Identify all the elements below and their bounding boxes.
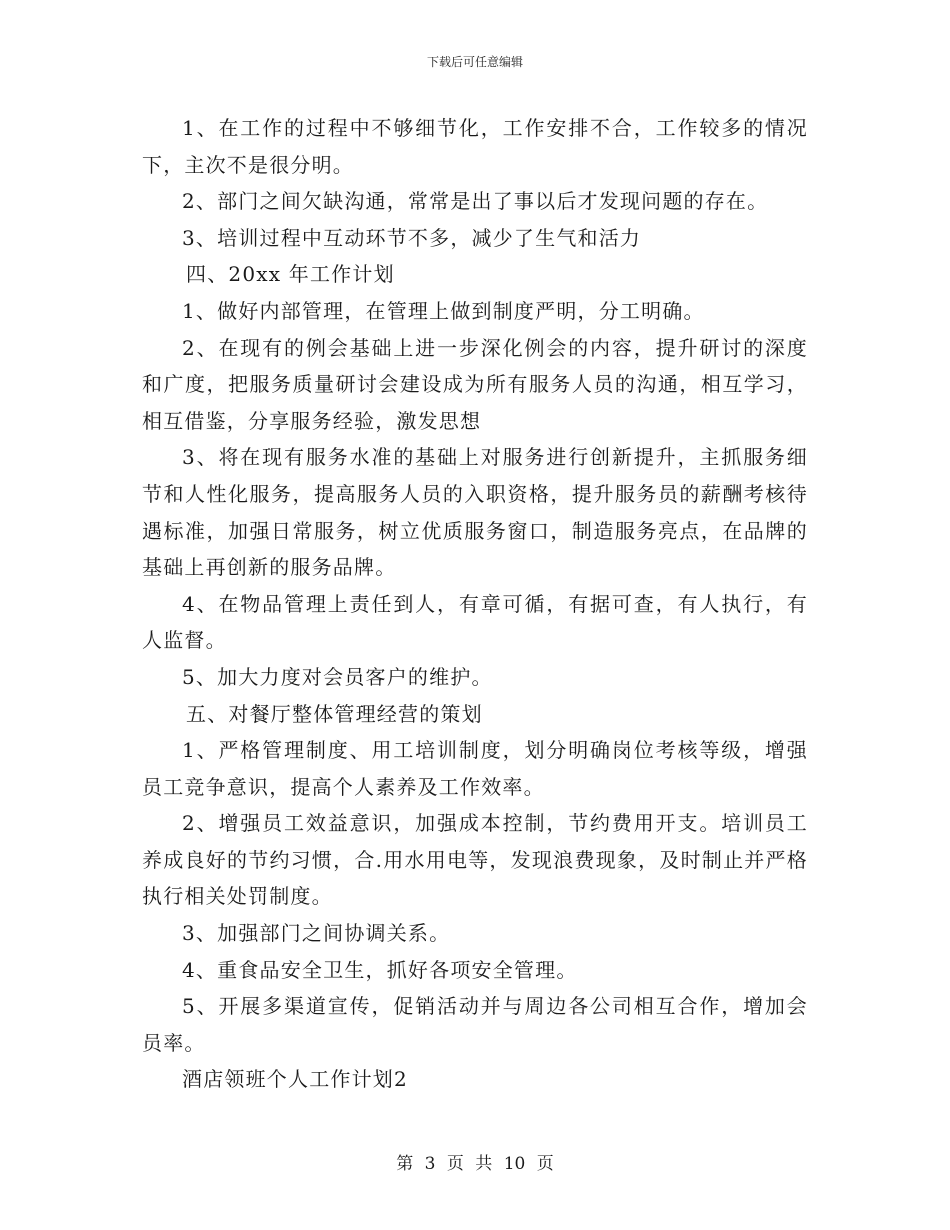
- paragraph-problem-1: 1、在工作的过程中不够细节化，工作安排不合，工作较多的情况下，主次不是很分明。: [142, 116, 808, 177]
- paragraph-strategy-5: 5、开展多渠道宣传，促销活动并与周边各公司相互合作，增加会员率。: [142, 994, 808, 1055]
- paragraph-plan-2: 2、在现有的例会基础上进一步深化例会的内容，提升研讨的深度和广度，把服务质量研讨会建设成为所有服务人员的沟通，相互学习，相互借鉴，分享服务经验，激发思想: [142, 335, 808, 433]
- paragraph-strategy-2: 2、增强员工效益意识，加强成本控制，节约费用开支。培训员工养成良好的节约习惯，合.用水用电等，发现浪费现象，及时制止并严格执行相关处罚制度。: [142, 811, 808, 909]
- page-number-footer: 第 3 页 共 10 页: [396, 1154, 554, 1174]
- paragraph-plan-3: 3、将在现有服务水准的基础上对服务进行创新提升，主抓服务细节和人性化服务，提高服务人员的入职资格，提升服务员的薪酬考核待遇标准，加强日常服务，树立优质服务窗口，制造服务亮点，在品牌的基础上再创新的服务品牌。: [142, 445, 808, 580]
- paragraph-plan-4: 4、在物品管理上责任到人，有章可循，有据可查，有人执行，有人监督。: [142, 591, 808, 653]
- section-heading-4: 四、20xx 年工作计划: [186, 262, 395, 287]
- paragraph-plan-1: 1、做好内部管理，在管理上做到制度严明，分工明确。: [182, 298, 705, 323]
- section-heading-5: 五、对餐厅整体管理经营的策划: [186, 701, 483, 726]
- paragraph-problem-3: 3、培训过程中互动环节不多，减少了生气和活力: [182, 225, 642, 250]
- next-document-title: 酒店领班个人工作计划2: [182, 1067, 408, 1092]
- paragraph-strategy-1: 1、严格管理制度、用工培训制度，划分明确岗位考核等级，增强员工竞争意识，提高个人素养及工作效率。: [142, 738, 808, 799]
- paragraph-strategy-4: 4、重食品安全卫生，抓好各项安全管理。: [182, 957, 578, 982]
- paragraph-problem-2: 2、部门之间欠缺沟通，常常是出了事以后才发现问题的存在。: [182, 189, 769, 214]
- page-header: 下载后可任意编辑: [426, 55, 523, 69]
- paragraph-strategy-3: 3、加强部门之间协调关系。: [182, 921, 451, 946]
- paragraph-plan-5: 5、加大力度对会员客户的维护。: [182, 664, 493, 689]
- document-body: [142, 110, 808, 1098]
